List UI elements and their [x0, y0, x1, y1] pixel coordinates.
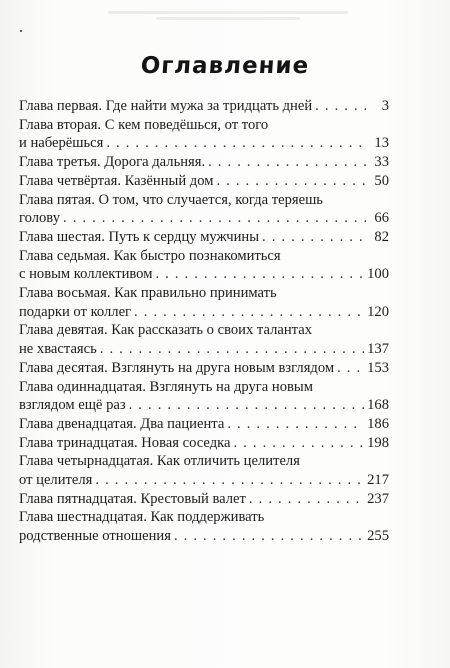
toc-line	[19, 415, 389, 434]
toc-page-number: 237	[367, 490, 389, 507]
dot-leader	[95, 471, 364, 490]
toc-line	[19, 191, 389, 210]
toc-page-number: 66	[374, 210, 389, 227]
toc-line	[19, 490, 389, 509]
toc-line	[19, 228, 389, 247]
toc-page-number: 168	[367, 397, 389, 414]
toc-line	[19, 378, 389, 397]
toc-entry	[19, 508, 389, 545]
toc-entry-text: Глава шестнадцатая. Как поддерживать	[19, 509, 265, 526]
dot-leader	[262, 228, 366, 247]
toc-line	[19, 134, 389, 153]
toc-entry-text: Глава одиннадцатая. Взглянуть на друга новым	[19, 378, 313, 395]
toc-entry-text: Глава шестая. Путь к сердцу мужчины	[19, 228, 260, 245]
dot-leader	[63, 209, 366, 228]
toc-entry	[19, 172, 389, 191]
toc-entry-text: Глава тринадцатая. Новая соседка	[19, 434, 231, 451]
toc-line	[19, 265, 389, 284]
toc-entry-text: голову	[19, 210, 60, 227]
toc-line	[19, 321, 389, 340]
toc-entry	[19, 284, 389, 321]
toc-line	[19, 97, 389, 116]
toc-line	[19, 116, 389, 135]
dot-leader	[233, 434, 364, 453]
toc-entry	[19, 434, 389, 453]
dot-leader	[174, 527, 364, 546]
toc-entry-text: Глава первая. Где найти мужа за тридцать дней	[19, 98, 313, 114]
toc-line	[19, 359, 389, 378]
toc-line	[19, 340, 389, 359]
toc-page-number: 137	[367, 341, 389, 358]
bleed-through-header	[108, 8, 348, 26]
toc-entry	[19, 116, 389, 153]
toc-line	[19, 153, 389, 172]
toc-entry	[19, 415, 389, 434]
toc-entry-text: Глава четырнадцатая. Как отличить целителя	[19, 453, 300, 470]
toc-entry-text: от целителя	[19, 472, 93, 489]
toc-line	[19, 434, 389, 453]
toc-page-number: 100	[367, 266, 389, 283]
toc-page-number: 198	[367, 434, 389, 451]
toc-line	[19, 247, 389, 266]
toc-page-number: 82	[374, 228, 389, 245]
toc-page-number: 3	[381, 98, 389, 114]
toc-line	[19, 284, 389, 303]
toc-line	[19, 508, 389, 527]
toc-entry	[19, 321, 389, 358]
toc-entry-text: Глава восьмая. Как правильно принимать	[19, 285, 277, 302]
dot-leader	[208, 153, 366, 172]
toc-entry-text: Глава пятая. О том, что случается, когда теряешь	[19, 191, 323, 208]
toc-entry	[19, 490, 389, 509]
toc-page-number: 50	[374, 172, 389, 189]
toc-entry-text: родственные отношения	[19, 528, 171, 545]
toc-entry	[19, 247, 389, 284]
toc-entry	[19, 378, 389, 415]
toc-entry-text: и наберёшься	[19, 135, 104, 152]
toc-entry-text: Глава вторая. С кем поведёшься, от того	[19, 116, 269, 133]
dot-leader	[155, 265, 364, 284]
dot-leader	[216, 172, 366, 191]
toc-line	[19, 172, 389, 191]
dot-leader	[315, 97, 366, 116]
toc-page-number: 186	[367, 415, 389, 432]
toc-entry-text: с новым коллективом	[19, 266, 153, 283]
toc-entry-text: Глава двенадцатая. Два пациента	[19, 415, 225, 432]
toc-entry-text: Глава десятая. Взглянуть на друга новым взглядом	[19, 359, 335, 376]
toc-entry-text: Глава седьмая. Как быстро познакомиться	[19, 247, 281, 264]
toc-line	[19, 209, 389, 228]
toc-page-number: 217	[367, 472, 389, 489]
dot-leader	[249, 490, 364, 509]
dot-leader	[134, 303, 364, 322]
toc-page-number: 33	[374, 154, 389, 171]
toc-entry	[19, 228, 389, 247]
toc-page-number: 120	[367, 303, 389, 320]
toc-entry-text: Глава девятая. Как рассказать о своих талантах	[19, 322, 312, 339]
toc-page-number: 255	[367, 528, 389, 545]
toc-entry	[19, 359, 389, 378]
toc-entry-text: Глава пятнадцатая. Крестовый валет	[19, 490, 246, 507]
toc-entry-text: не хвастаясь	[19, 341, 97, 358]
table-of-contents	[19, 97, 389, 546]
toc-line	[19, 303, 389, 322]
toc-entry	[19, 191, 389, 228]
toc-entry-text: Глава третья. Дорога дальняя.	[19, 154, 206, 171]
toc-entry	[19, 452, 389, 489]
toc-line	[19, 471, 389, 490]
toc-entry	[19, 153, 389, 172]
page-title: Оглавление	[139, 53, 311, 79]
dot-leader	[100, 340, 364, 359]
dot-leader	[227, 415, 364, 434]
toc-line	[19, 396, 389, 415]
toc-entry	[19, 97, 389, 116]
page-speck	[20, 30, 22, 32]
toc-page-number: 153	[367, 359, 389, 376]
dot-leader	[129, 396, 365, 415]
toc-entry-text: взглядом ещё раз	[19, 397, 126, 414]
toc-entry-text: подарки от коллег	[19, 303, 132, 320]
toc-page-number: 13	[374, 135, 389, 152]
toc-entry-text: Глава четвёртая. Казённый дом	[19, 172, 214, 189]
toc-line	[19, 527, 389, 546]
dot-leader	[106, 134, 366, 153]
dot-leader	[337, 359, 364, 378]
toc-line	[19, 452, 389, 471]
